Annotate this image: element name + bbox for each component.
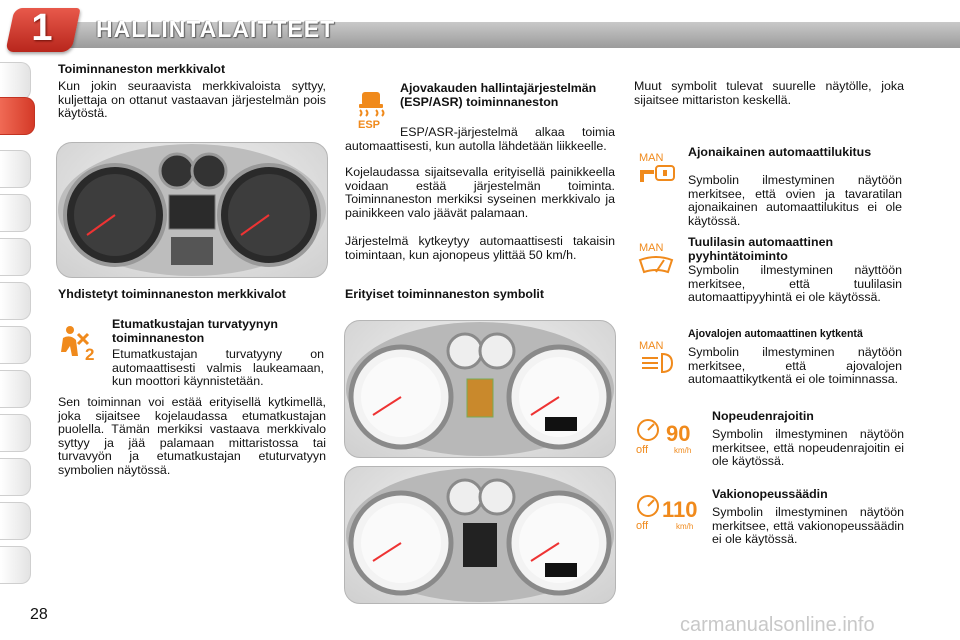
auto-door-lock-off-icon <box>636 150 680 190</box>
side-index-tab[interactable] <box>0 282 31 320</box>
esp-paragraph-1: ESP/ASR-järjestelmä alkaa toimia automaattisesti, kun autolla lähdetään liikkeelle. <box>345 125 615 153</box>
speed-limiter-value: 90 <box>666 421 691 446</box>
item-title: Nopeudenrajoitin <box>712 409 814 423</box>
item-title: Ajovalojen automaattinen kytkentä <box>688 328 863 340</box>
section-title: Ajovakauden hallintajärjestelmän (ESP/ASR) toiminnaneston <box>400 81 597 109</box>
svg-text:2: 2 <box>85 345 95 362</box>
section-body: Sen toiminnan voi estää erityisellä kytkimellä, joka sijaitsee kojelaudassa etumatkustajan puolella. Tämän merkiksi vastaava merkkivalo syttyy ja jää palamaan mittaristossa tai turvavyön ja etumatkustajan etuturvatyyn symbolien näytössä. <box>58 395 326 477</box>
auto-headlamp-icon-label: MAN <box>639 340 664 352</box>
section-title: Yhdistetyt toiminnaneston merkkivalot <box>58 287 286 301</box>
instrument-cluster-image <box>56 142 328 278</box>
auto-wiper-off-icon <box>636 240 680 280</box>
auto-lock-icon-label: MAN <box>639 152 664 164</box>
side-index-tab[interactable] <box>0 150 31 188</box>
intro-text: Muut symbolit tulevat suurelle näytölle, joka sijaitsee mittariston keskellä. <box>634 79 904 107</box>
side-index-tab[interactable] <box>0 238 31 276</box>
sub-section-title: Etumatkustajan turvatyynyn toiminnaneston <box>112 317 278 345</box>
section-title: Erityiset toiminnaneston symbolit <box>345 287 544 301</box>
speed-limiter-unit: km/h <box>674 446 692 455</box>
page-title: HALLINTALAITTEET <box>96 16 336 42</box>
item-title: Ajonaikainen automaattilukitus <box>688 145 872 159</box>
cruise-control-value: 110 <box>662 497 698 522</box>
instrument-cluster-image <box>344 320 616 458</box>
chapter-number: 1 <box>31 7 53 49</box>
side-index-tab[interactable] <box>0 414 31 452</box>
page-number: 28 <box>30 606 48 623</box>
side-index-tab[interactable] <box>0 326 31 364</box>
item-title: Tuulilasin automaattinen pyyhintätoiminto <box>688 235 834 263</box>
item-body: Symbolin ilmestyminen näytöön merkitsee, että vakionopeussäädin ei ole käytössä. <box>712 505 904 547</box>
side-index-tab[interactable] <box>0 502 31 540</box>
cruise-control-unit: km/h <box>676 522 694 531</box>
side-index-tab[interactable] <box>0 62 31 100</box>
side-index-tab[interactable] <box>0 194 31 232</box>
esp-paragraph-2: Kojelaudassa sijaitsevalla erityisellä painikkeella voidaan estää järjestelmän toiminta. Toiminnaneston merkiksi syseinen merkkivalo ja painikkeen valo jäävät palamaan. <box>345 165 615 220</box>
instrument-cluster-image <box>344 466 616 604</box>
cruise-control-off-label: off <box>636 520 649 532</box>
side-index-tab-active[interactable] <box>0 97 35 135</box>
section-body: Kun jokin seuraavista merkkivaloista syttyy, kuljettaja on ottanut vastaavan järjestelmän pois käytöstä. <box>58 79 326 121</box>
esp-icon-label: ESP <box>358 119 381 130</box>
side-index-tab[interactable] <box>0 458 31 496</box>
speed-limiter-off-icon <box>634 416 706 456</box>
item-body: Symbolin ilmestyminen näyttöön merkitsee, että tuulilasin automaattipyyhintä ei ole käytössä. <box>688 263 902 305</box>
cruise-control-off-icon <box>634 492 706 532</box>
item-body: Symbolin ilmestyminen näytöön merkitsee, että ovien ja tavaratilan ajonaikainen automaattilukitus ei ole käytössä. <box>688 173 902 228</box>
auto-headlamp-off-icon <box>636 338 680 378</box>
item-body: Symbolin ilmestyminen näytöön merkitsee, että ajovalojen automaattikytkentä ei ole toiminnassa. <box>688 345 902 387</box>
watermark: carmanualsonline.info <box>680 614 875 636</box>
side-index-tab[interactable] <box>0 370 31 408</box>
section-title: Toiminnaneston merkkivalot <box>58 62 226 76</box>
item-title: Vakionopeussäädin <box>712 487 828 501</box>
speed-limiter-off-label: off <box>636 444 649 456</box>
side-index-tab[interactable] <box>0 546 31 584</box>
esp-off-icon <box>356 88 386 130</box>
sub-section-body: Etumatkustajan turvatyyny on automaattisesti valmis laukeamaan, kun moottori käynnistetään. <box>112 347 324 389</box>
esp-paragraph-3: Järjestelmä kytkeytyy automaattisesti takaisin toimintaan, kun ajonopeus ylittää 50 km/h. <box>345 234 615 262</box>
passenger-airbag-off-icon <box>58 322 102 362</box>
item-body: Symbolin ilmestyminen näytöön merkitsee, että nopeudenrajoitin ei ole käytössä. <box>712 427 904 469</box>
auto-wiper-icon-label: MAN <box>639 242 664 254</box>
